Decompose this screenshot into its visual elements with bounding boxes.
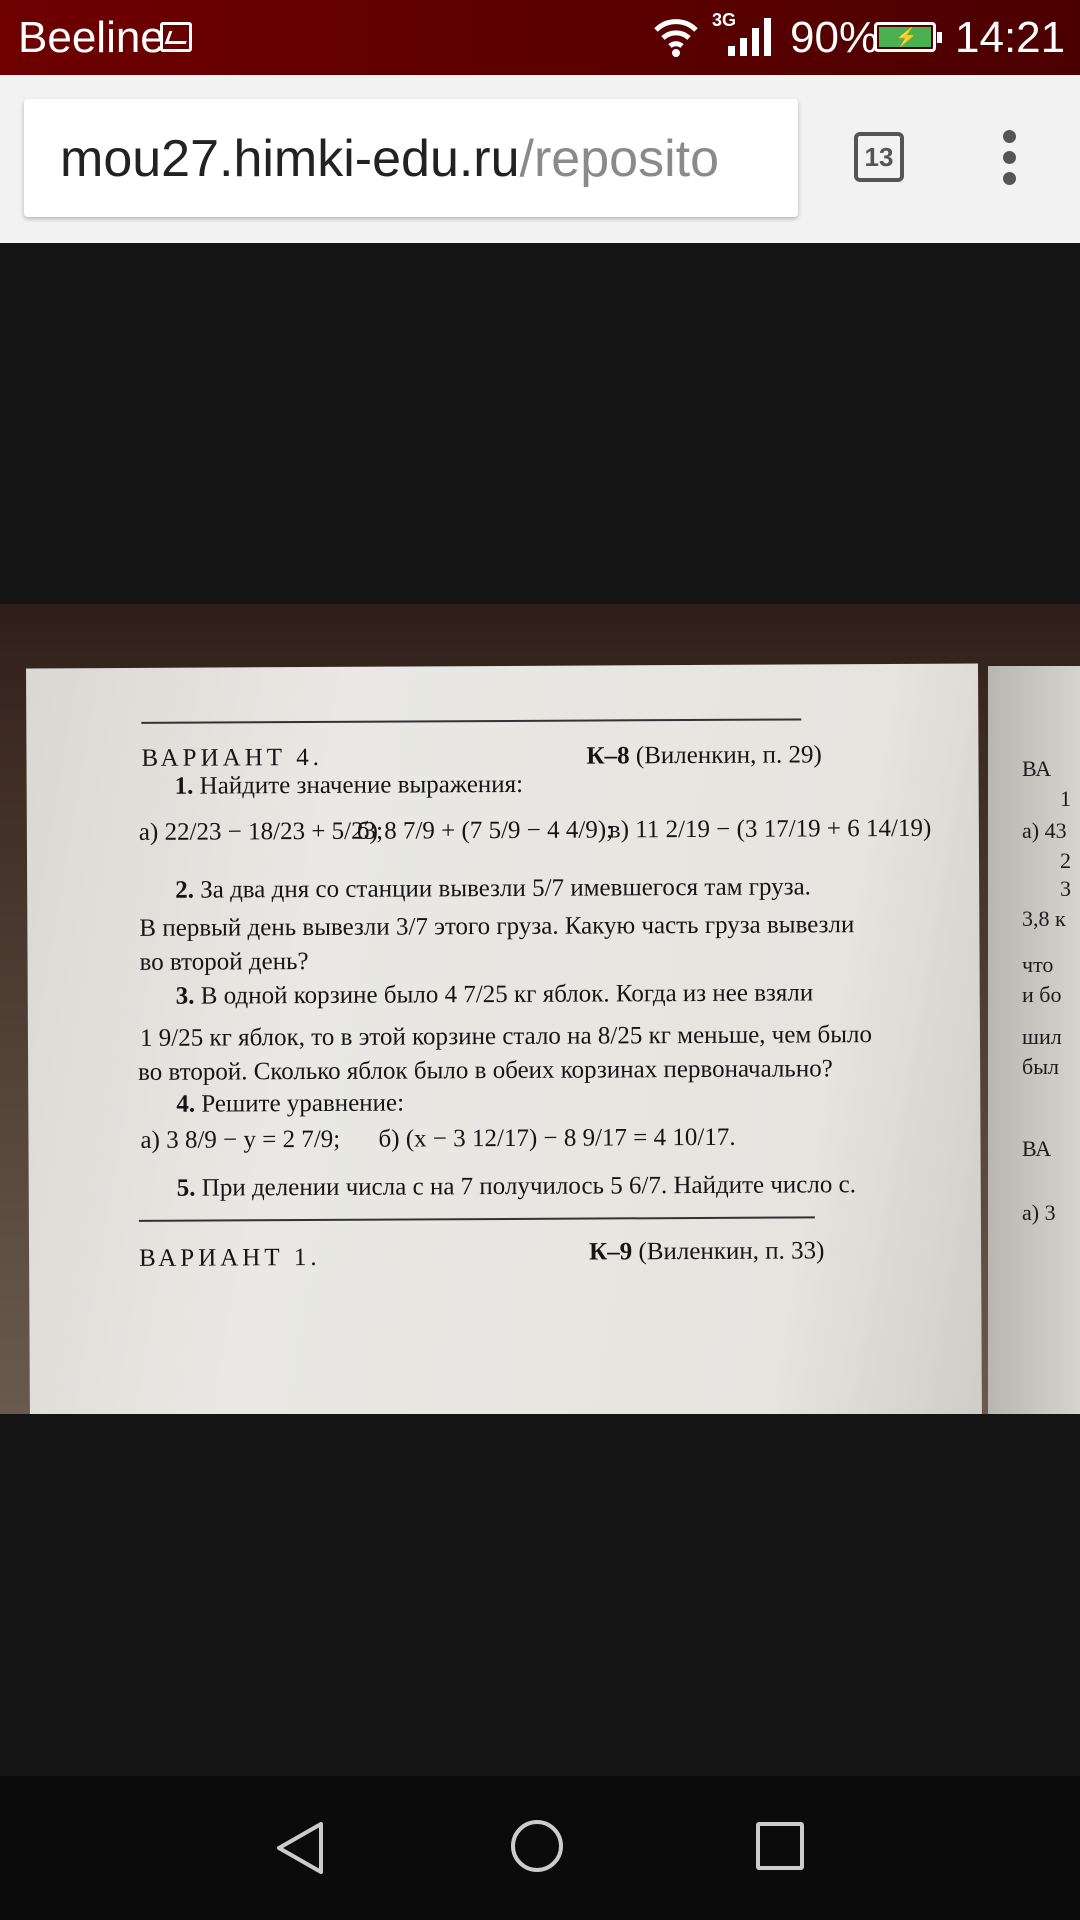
task-2-line: В первый день вывезли 3/7 этого груза. Какую часть груза вывезли [139,911,855,942]
task-1b: б) 8 7/9 + (7 5/9 − 4 4/9); [356,816,614,845]
next-source-citation [589,1236,824,1267]
right-page-fragment: ВА [1022,1136,1052,1161]
right-page-fragment: 1 [1060,786,1071,811]
battery-percent: 90% [790,13,879,62]
right-page-fragment: а) 43 [1022,818,1067,843]
status-bar [0,0,1080,75]
home-icon[interactable] [511,1820,563,1872]
task-text: Решите уравнение: [201,1089,405,1118]
overflow-menu-button[interactable] [996,130,1024,186]
source-ref: (Виленкин, п. 33) [638,1237,825,1266]
url-path: /reposito [519,130,719,188]
source-ref: (Виленкин, п. 29) [635,741,822,770]
source-citation [586,740,821,771]
address-bar[interactable] [24,99,798,217]
right-page-fragment: ВА [1022,756,1052,781]
task-number: 1. [174,772,194,800]
variant-title: ВАРИАНТ 4. [141,743,324,772]
url-text [60,129,719,189]
image-notification-icon [160,22,192,52]
textbook-photo [0,604,1080,1414]
divider [141,718,801,723]
recent-apps-icon[interactable] [756,1822,804,1870]
textbook-left-page [26,664,982,1414]
task-1c: в) 11 2/19 − (3 17/19 + 6 14/19) [608,814,932,844]
source-label: К–9 [589,1238,633,1266]
right-page-fragment: шил [1022,1024,1062,1049]
browser-toolbar [0,75,1080,243]
task-5-line [177,1170,856,1204]
carrier-name: Beeline [18,13,165,62]
next-variant-title: ВАРИАНТ 1. [139,1243,321,1272]
task-3-line: 1 9/25 кг яблок, то в этой корзине стало на 8/25 кг меньше, чем было [139,1021,873,1052]
task-text: При делении числа c на 7 получилось 5 6/7. Найдите число c. [201,1171,856,1202]
right-page-fragment: 3 [1060,876,1071,901]
task-number: 2. [175,876,195,904]
task-text: Найдите значение выражения: [199,770,524,800]
url-host: mou27.himki-edu.ru [60,130,520,188]
task-3-line [176,978,814,1011]
task-1a: а) 22/23 − 18/23 + 5/23; [138,817,384,846]
task-3-line: во второй. Сколько яблок было в обеих корзинах первоначально? [138,1055,833,1086]
right-page-fragment: и бо [1022,982,1062,1007]
task-4-heading [176,1089,404,1120]
signal-icon [728,16,774,56]
wifi-icon [652,14,700,58]
menu-dot-icon [1003,130,1016,143]
task-number: 5. [176,1174,196,1202]
task-4b: б) (x − 3 12/17) − 8 9/17 = 4 10/17. [378,1123,736,1153]
right-page-fragment: а) 3 [1022,1200,1056,1225]
menu-dot-icon [1003,172,1016,185]
right-page-fragment: 2 [1060,848,1071,873]
task-1-heading [175,770,524,802]
divider [139,1216,815,1222]
task-4a: а) 3 8/9 − y = 2 7/9; [140,1125,341,1154]
network-type: 3G [712,10,737,30]
image-viewer [0,243,1080,1776]
right-page-fragment: 3,8 к [1022,906,1066,931]
task-text: В одной корзине было 4 7/25 кг яблок. Когда из нее взяли [200,979,814,1010]
right-page-fragment: был [1022,1054,1059,1079]
right-page-fragment: что [1022,952,1054,977]
task-number: 3. [175,982,195,1010]
back-icon[interactable] [273,1820,327,1876]
source-label: К–8 [586,742,630,770]
task-2-line [175,872,811,905]
menu-dot-icon [1003,151,1016,164]
task-number: 4. [176,1090,196,1118]
tab-switcher-button[interactable] [854,132,904,182]
clock: 14:21 [955,13,1066,62]
task-text: За два дня со станции вывезли 5/7 имевшегося там груза. [200,873,811,904]
system-nav-bar [0,1776,1080,1920]
tab-count: 13 [864,141,894,172]
task-2-line: во второй день? [139,948,309,976]
battery-icon: ⚡ [874,22,936,52]
